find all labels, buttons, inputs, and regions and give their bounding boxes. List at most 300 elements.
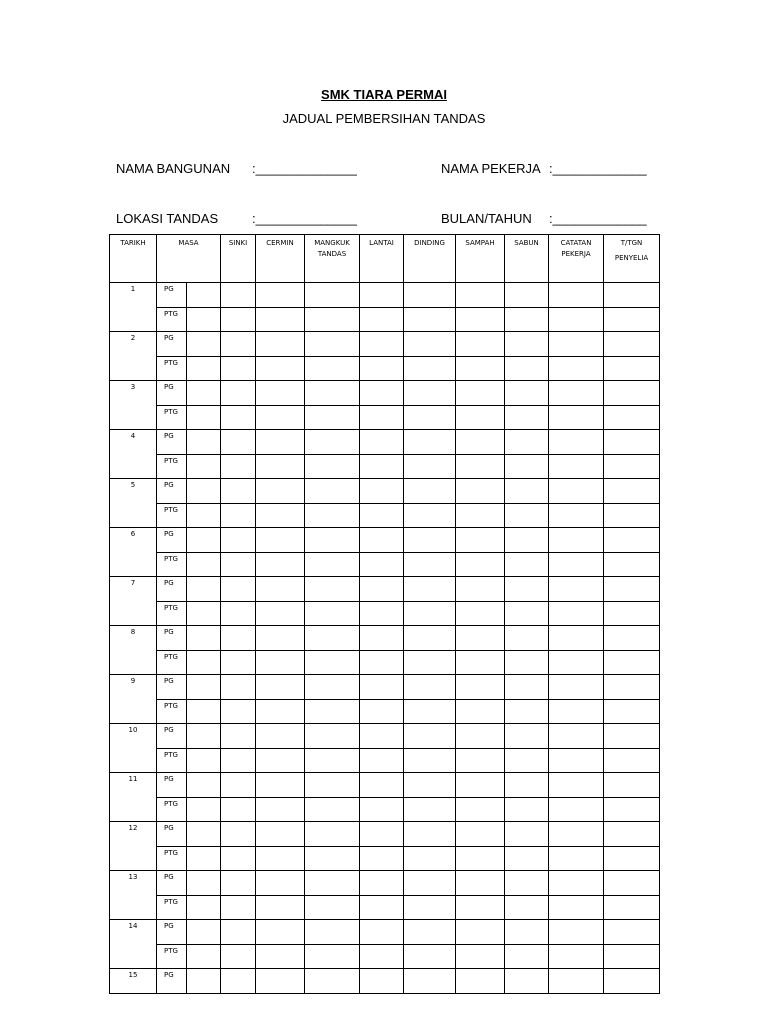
checkbox-cell[interactable]	[505, 969, 549, 994]
checkbox-cell[interactable]	[456, 283, 505, 308]
checkbox-cell[interactable]	[404, 283, 456, 308]
checkbox-cell[interactable]	[360, 356, 404, 381]
checkbox-cell[interactable]	[456, 846, 505, 871]
checkbox-cell[interactable]	[256, 822, 305, 847]
checkbox-cell[interactable]	[549, 699, 604, 724]
checkbox-cell[interactable]	[456, 307, 505, 332]
checkbox-cell[interactable]	[549, 626, 604, 651]
checkbox-cell[interactable]	[456, 724, 505, 749]
checkbox-cell[interactable]	[187, 454, 221, 479]
checkbox-cell[interactable]	[187, 430, 221, 455]
checkbox-cell[interactable]	[305, 797, 360, 822]
checkbox-cell[interactable]	[221, 895, 256, 920]
school-title: SMK TIARA PERMAI	[321, 87, 447, 102]
checkbox-cell[interactable]	[221, 356, 256, 381]
checkbox-cell[interactable]	[360, 528, 404, 553]
checkbox-cell[interactable]	[456, 577, 505, 602]
checkbox-cell[interactable]	[360, 283, 404, 308]
checkbox-cell[interactable]	[305, 405, 360, 430]
checkbox-cell[interactable]	[456, 332, 505, 357]
checkbox-cell[interactable]	[305, 920, 360, 945]
checkbox-cell[interactable]	[604, 650, 660, 675]
checkbox-cell[interactable]	[604, 920, 660, 945]
checkbox-cell[interactable]	[305, 724, 360, 749]
checkbox-cell[interactable]	[360, 552, 404, 577]
checkbox-cell[interactable]	[360, 773, 404, 798]
checkbox-cell[interactable]	[549, 895, 604, 920]
checkbox-cell[interactable]	[549, 283, 604, 308]
checkbox-cell[interactable]	[187, 699, 221, 724]
checkbox-cell[interactable]	[221, 969, 256, 994]
checkbox-cell[interactable]	[456, 528, 505, 553]
checkbox-cell[interactable]	[404, 969, 456, 994]
checkbox-cell[interactable]	[604, 675, 660, 700]
checkbox-cell[interactable]	[221, 479, 256, 504]
checkbox-cell[interactable]	[456, 430, 505, 455]
checkbox-cell[interactable]	[187, 969, 221, 994]
checkbox-cell[interactable]	[404, 356, 456, 381]
checkbox-cell[interactable]	[221, 846, 256, 871]
checkbox-cell[interactable]	[360, 871, 404, 896]
checkbox-cell[interactable]	[549, 797, 604, 822]
checkbox-cell[interactable]	[604, 601, 660, 626]
checkbox-cell[interactable]	[187, 944, 221, 969]
checkbox-cell[interactable]	[221, 405, 256, 430]
checkbox-cell[interactable]	[256, 920, 305, 945]
checkbox-cell[interactable]	[456, 479, 505, 504]
checkbox-cell[interactable]	[360, 601, 404, 626]
checkbox-cell[interactable]	[604, 797, 660, 822]
checkbox-cell[interactable]	[187, 503, 221, 528]
checkbox-cell[interactable]	[505, 601, 549, 626]
checkbox-cell[interactable]	[604, 846, 660, 871]
checkbox-cell[interactable]	[456, 748, 505, 773]
checkbox-cell[interactable]	[505, 332, 549, 357]
checkbox-cell[interactable]	[221, 601, 256, 626]
checkbox-cell[interactable]	[221, 650, 256, 675]
checkbox-cell[interactable]	[604, 405, 660, 430]
checkbox-cell[interactable]	[305, 601, 360, 626]
checkbox-cell[interactable]	[360, 381, 404, 406]
checkbox-cell[interactable]	[404, 822, 456, 847]
checkbox-cell[interactable]	[221, 577, 256, 602]
checkbox-cell[interactable]	[221, 773, 256, 798]
checkbox-cell[interactable]	[221, 381, 256, 406]
checkbox-cell[interactable]	[187, 650, 221, 675]
checkbox-cell[interactable]	[187, 381, 221, 406]
checkbox-cell[interactable]	[505, 846, 549, 871]
checkbox-cell[interactable]	[456, 969, 505, 994]
checkbox-cell[interactable]	[404, 699, 456, 724]
checkbox-cell[interactable]	[221, 797, 256, 822]
checkbox-cell[interactable]	[256, 381, 305, 406]
checkbox-cell[interactable]	[505, 650, 549, 675]
checkbox-cell[interactable]	[456, 650, 505, 675]
checkbox-cell[interactable]	[221, 944, 256, 969]
tarikh-cell: 9	[110, 675, 157, 724]
checkbox-cell[interactable]	[187, 920, 221, 945]
checkbox-cell[interactable]	[456, 601, 505, 626]
checkbox-cell[interactable]	[221, 283, 256, 308]
checkbox-cell[interactable]	[404, 920, 456, 945]
checkbox-cell[interactable]	[256, 577, 305, 602]
checkbox-cell[interactable]	[604, 822, 660, 847]
checkbox-cell[interactable]	[404, 552, 456, 577]
checkbox-cell[interactable]	[187, 601, 221, 626]
checkbox-cell[interactable]	[505, 920, 549, 945]
checkbox-cell[interactable]	[404, 405, 456, 430]
checkbox-cell[interactable]	[505, 626, 549, 651]
checkbox-cell[interactable]	[305, 895, 360, 920]
table-row	[110, 675, 660, 700]
checkbox-cell[interactable]	[305, 748, 360, 773]
checkbox-cell[interactable]	[604, 454, 660, 479]
checkbox-cell[interactable]	[505, 822, 549, 847]
checkbox-cell[interactable]	[456, 944, 505, 969]
checkbox-cell[interactable]	[305, 944, 360, 969]
checkbox-cell[interactable]	[360, 650, 404, 675]
checkbox-cell[interactable]	[360, 822, 404, 847]
checkbox-cell[interactable]	[604, 969, 660, 994]
checkbox-cell[interactable]	[404, 430, 456, 455]
checkbox-cell[interactable]	[404, 748, 456, 773]
checkbox-cell[interactable]	[604, 577, 660, 602]
checkbox-cell[interactable]	[604, 332, 660, 357]
checkbox-cell[interactable]	[549, 601, 604, 626]
checkbox-cell[interactable]	[549, 822, 604, 847]
checkbox-cell[interactable]	[456, 356, 505, 381]
checkbox-cell[interactable]	[505, 699, 549, 724]
checkbox-cell[interactable]	[221, 454, 256, 479]
checkbox-cell[interactable]	[604, 699, 660, 724]
checkbox-cell[interactable]	[305, 283, 360, 308]
checkbox-cell[interactable]	[505, 307, 549, 332]
checkbox-cell[interactable]	[505, 552, 549, 577]
checkbox-cell[interactable]	[187, 846, 221, 871]
checkbox-cell[interactable]	[187, 871, 221, 896]
checkbox-cell[interactable]	[256, 626, 305, 651]
checkbox-cell[interactable]	[404, 846, 456, 871]
table-row	[110, 944, 660, 969]
checkbox-cell[interactable]	[456, 552, 505, 577]
checkbox-cell[interactable]	[256, 430, 305, 455]
checkbox-cell[interactable]	[360, 577, 404, 602]
checkbox-cell[interactable]	[305, 577, 360, 602]
checkbox-cell[interactable]	[187, 332, 221, 357]
checkbox-cell[interactable]	[604, 528, 660, 553]
checkbox-cell[interactable]	[505, 944, 549, 969]
checkbox-cell[interactable]	[256, 454, 305, 479]
checkbox-cell[interactable]	[404, 528, 456, 553]
checkbox-cell[interactable]	[360, 675, 404, 700]
masa-cell: PTG	[157, 797, 187, 822]
checkbox-cell[interactable]	[256, 895, 305, 920]
checkbox-cell[interactable]	[404, 724, 456, 749]
checkbox-cell[interactable]	[221, 724, 256, 749]
checkbox-cell[interactable]	[549, 724, 604, 749]
checkbox-cell[interactable]	[549, 454, 604, 479]
checkbox-cell[interactable]	[549, 650, 604, 675]
checkbox-cell[interactable]	[505, 748, 549, 773]
checkbox-cell[interactable]	[549, 332, 604, 357]
checkbox-cell[interactable]	[549, 479, 604, 504]
checkbox-cell[interactable]	[360, 503, 404, 528]
checkbox-cell[interactable]	[604, 430, 660, 455]
checkbox-cell[interactable]	[256, 356, 305, 381]
checkbox-cell[interactable]	[187, 895, 221, 920]
checkbox-cell[interactable]	[549, 944, 604, 969]
checkbox-cell[interactable]	[256, 944, 305, 969]
checkbox-cell[interactable]	[456, 920, 505, 945]
checkbox-cell[interactable]	[305, 307, 360, 332]
checkbox-cell[interactable]	[549, 528, 604, 553]
checkbox-cell[interactable]	[305, 430, 360, 455]
checkbox-cell[interactable]	[549, 356, 604, 381]
checkbox-cell[interactable]	[305, 773, 360, 798]
checkbox-cell[interactable]	[360, 454, 404, 479]
checkbox-cell[interactable]	[360, 969, 404, 994]
checkbox-cell[interactable]	[187, 479, 221, 504]
checkbox-cell[interactable]	[187, 577, 221, 602]
checkbox-cell[interactable]	[360, 626, 404, 651]
field-nama-pekerja	[441, 161, 647, 176]
checkbox-cell[interactable]	[256, 699, 305, 724]
checkbox-cell[interactable]	[187, 724, 221, 749]
checkbox-cell[interactable]	[221, 626, 256, 651]
checkbox-cell[interactable]	[256, 601, 305, 626]
checkbox-cell[interactable]	[505, 356, 549, 381]
checkbox-cell[interactable]	[256, 405, 305, 430]
checkbox-cell[interactable]	[505, 430, 549, 455]
checkbox-cell[interactable]	[456, 871, 505, 896]
checkbox-cell[interactable]	[404, 944, 456, 969]
checkbox-cell[interactable]	[187, 748, 221, 773]
tarikh-cell: 13	[110, 871, 157, 920]
checkbox-cell[interactable]	[221, 552, 256, 577]
checkbox-cell[interactable]	[256, 797, 305, 822]
checkbox-cell[interactable]	[404, 503, 456, 528]
checkbox-cell[interactable]	[604, 479, 660, 504]
checkbox-cell[interactable]	[549, 430, 604, 455]
checkbox-cell[interactable]	[404, 797, 456, 822]
checkbox-cell[interactable]	[221, 430, 256, 455]
checkbox-cell[interactable]	[604, 552, 660, 577]
checkbox-cell[interactable]	[187, 626, 221, 651]
checkbox-cell[interactable]	[305, 626, 360, 651]
checkbox-cell[interactable]	[360, 895, 404, 920]
checkbox-cell[interactable]	[305, 650, 360, 675]
checkbox-cell[interactable]	[360, 332, 404, 357]
checkbox-cell[interactable]	[221, 307, 256, 332]
checkbox-cell[interactable]	[305, 528, 360, 553]
checkbox-cell[interactable]	[187, 552, 221, 577]
checkbox-cell[interactable]	[604, 871, 660, 896]
checkbox-cell[interactable]	[360, 479, 404, 504]
checkbox-cell[interactable]	[404, 381, 456, 406]
checkbox-cell[interactable]	[305, 675, 360, 700]
checkbox-cell[interactable]	[549, 577, 604, 602]
checkbox-cell[interactable]	[360, 748, 404, 773]
checkbox-cell[interactable]	[456, 675, 505, 700]
checkbox-cell[interactable]	[505, 675, 549, 700]
checkbox-cell[interactable]	[221, 822, 256, 847]
checkbox-cell[interactable]	[604, 381, 660, 406]
checkbox-cell[interactable]	[505, 577, 549, 602]
checkbox-cell[interactable]	[505, 454, 549, 479]
checkbox-cell[interactable]	[256, 528, 305, 553]
checkbox-cell[interactable]	[305, 454, 360, 479]
checkbox-cell[interactable]	[360, 944, 404, 969]
checkbox-cell[interactable]	[360, 920, 404, 945]
checkbox-cell[interactable]	[604, 503, 660, 528]
checkbox-cell[interactable]	[549, 773, 604, 798]
checkbox-cell[interactable]	[604, 724, 660, 749]
checkbox-cell[interactable]	[404, 454, 456, 479]
checkbox-cell[interactable]	[256, 969, 305, 994]
checkbox-cell[interactable]	[305, 381, 360, 406]
checkbox-cell[interactable]	[404, 332, 456, 357]
checkbox-cell[interactable]	[187, 797, 221, 822]
checkbox-cell[interactable]	[221, 675, 256, 700]
checkbox-cell[interactable]	[549, 307, 604, 332]
checkbox-cell[interactable]	[221, 503, 256, 528]
checkbox-cell[interactable]	[456, 822, 505, 847]
checkbox-cell[interactable]	[256, 552, 305, 577]
checkbox-cell[interactable]	[456, 797, 505, 822]
checkbox-cell[interactable]	[505, 797, 549, 822]
checkbox-cell[interactable]	[404, 675, 456, 700]
checkbox-cell[interactable]	[505, 381, 549, 406]
checkbox-cell[interactable]	[187, 528, 221, 553]
checkbox-cell[interactable]	[360, 797, 404, 822]
checkbox-cell[interactable]	[505, 283, 549, 308]
checkbox-cell[interactable]	[360, 846, 404, 871]
checkbox-cell[interactable]	[256, 332, 305, 357]
checkbox-cell[interactable]	[256, 773, 305, 798]
checkbox-cell[interactable]	[604, 626, 660, 651]
checkbox-cell[interactable]	[549, 381, 604, 406]
checkbox-cell[interactable]	[360, 724, 404, 749]
checkbox-cell[interactable]	[604, 773, 660, 798]
checkbox-cell[interactable]	[305, 332, 360, 357]
checkbox-cell[interactable]	[360, 405, 404, 430]
checkbox-cell[interactable]	[456, 773, 505, 798]
checkbox-cell[interactable]	[305, 822, 360, 847]
tarikh-cell: 11	[110, 773, 157, 822]
checkbox-cell[interactable]	[456, 699, 505, 724]
checkbox-cell[interactable]	[604, 748, 660, 773]
checkbox-cell[interactable]	[456, 405, 505, 430]
checkbox-cell[interactable]	[505, 528, 549, 553]
checkbox-cell[interactable]	[221, 748, 256, 773]
checkbox-cell[interactable]	[404, 773, 456, 798]
checkbox-cell[interactable]	[187, 307, 221, 332]
checkbox-cell[interactable]	[604, 283, 660, 308]
checkbox-cell[interactable]	[360, 430, 404, 455]
checkbox-cell[interactable]	[187, 405, 221, 430]
checkbox-cell[interactable]	[505, 773, 549, 798]
checkbox-cell[interactable]	[221, 528, 256, 553]
checkbox-cell[interactable]	[256, 283, 305, 308]
checkbox-cell[interactable]	[187, 356, 221, 381]
checkbox-cell[interactable]	[549, 405, 604, 430]
checkbox-cell[interactable]	[404, 479, 456, 504]
checkbox-cell[interactable]	[549, 846, 604, 871]
checkbox-cell[interactable]	[256, 846, 305, 871]
checkbox-cell[interactable]	[404, 577, 456, 602]
checkbox-cell[interactable]	[187, 773, 221, 798]
checkbox-cell[interactable]	[404, 895, 456, 920]
checkbox-cell[interactable]	[404, 650, 456, 675]
checkbox-cell[interactable]	[505, 503, 549, 528]
checkbox-cell[interactable]	[305, 699, 360, 724]
checkbox-cell[interactable]	[456, 895, 505, 920]
checkbox-cell[interactable]	[256, 479, 305, 504]
table-row	[110, 503, 660, 528]
checkbox-cell[interactable]	[604, 895, 660, 920]
checkbox-cell[interactable]	[604, 307, 660, 332]
checkbox-cell[interactable]	[604, 356, 660, 381]
checkbox-cell[interactable]	[256, 871, 305, 896]
checkbox-cell[interactable]	[404, 626, 456, 651]
checkbox-cell[interactable]	[505, 871, 549, 896]
checkbox-cell[interactable]	[256, 307, 305, 332]
checkbox-cell[interactable]	[221, 332, 256, 357]
checkbox-cell[interactable]	[549, 871, 604, 896]
checkbox-cell[interactable]	[256, 650, 305, 675]
checkbox-cell[interactable]	[549, 552, 604, 577]
checkbox-cell[interactable]	[456, 626, 505, 651]
checkbox-cell[interactable]	[256, 748, 305, 773]
checkbox-cell[interactable]	[256, 503, 305, 528]
checkbox-cell[interactable]	[187, 675, 221, 700]
checkbox-cell[interactable]	[305, 846, 360, 871]
checkbox-cell[interactable]	[305, 479, 360, 504]
checkbox-cell[interactable]	[505, 724, 549, 749]
checkbox-cell[interactable]	[305, 969, 360, 994]
checkbox-cell[interactable]	[305, 871, 360, 896]
checkbox-cell[interactable]	[187, 283, 221, 308]
checkbox-cell[interactable]	[221, 871, 256, 896]
checkbox-cell[interactable]	[404, 601, 456, 626]
checkbox-cell[interactable]	[505, 479, 549, 504]
checkbox-cell[interactable]	[549, 920, 604, 945]
masa-cell: PG	[157, 675, 187, 700]
checkbox-cell[interactable]	[221, 920, 256, 945]
checkbox-cell[interactable]	[360, 699, 404, 724]
checkbox-cell[interactable]	[549, 748, 604, 773]
checkbox-cell[interactable]	[549, 675, 604, 700]
checkbox-cell[interactable]	[456, 503, 505, 528]
checkbox-cell[interactable]	[456, 381, 505, 406]
checkbox-cell[interactable]	[404, 307, 456, 332]
checkbox-cell[interactable]	[505, 895, 549, 920]
checkbox-cell[interactable]	[604, 944, 660, 969]
checkbox-cell[interactable]	[256, 724, 305, 749]
checkbox-cell[interactable]	[404, 871, 456, 896]
checkbox-cell[interactable]	[549, 969, 604, 994]
checkbox-cell[interactable]	[360, 307, 404, 332]
checkbox-cell[interactable]	[305, 356, 360, 381]
checkbox-cell[interactable]	[305, 503, 360, 528]
checkbox-cell[interactable]	[305, 552, 360, 577]
checkbox-cell[interactable]	[456, 454, 505, 479]
checkbox-cell[interactable]	[505, 405, 549, 430]
checkbox-cell[interactable]	[187, 822, 221, 847]
checkbox-cell[interactable]	[221, 699, 256, 724]
checkbox-cell[interactable]	[256, 675, 305, 700]
checkbox-cell[interactable]	[549, 503, 604, 528]
